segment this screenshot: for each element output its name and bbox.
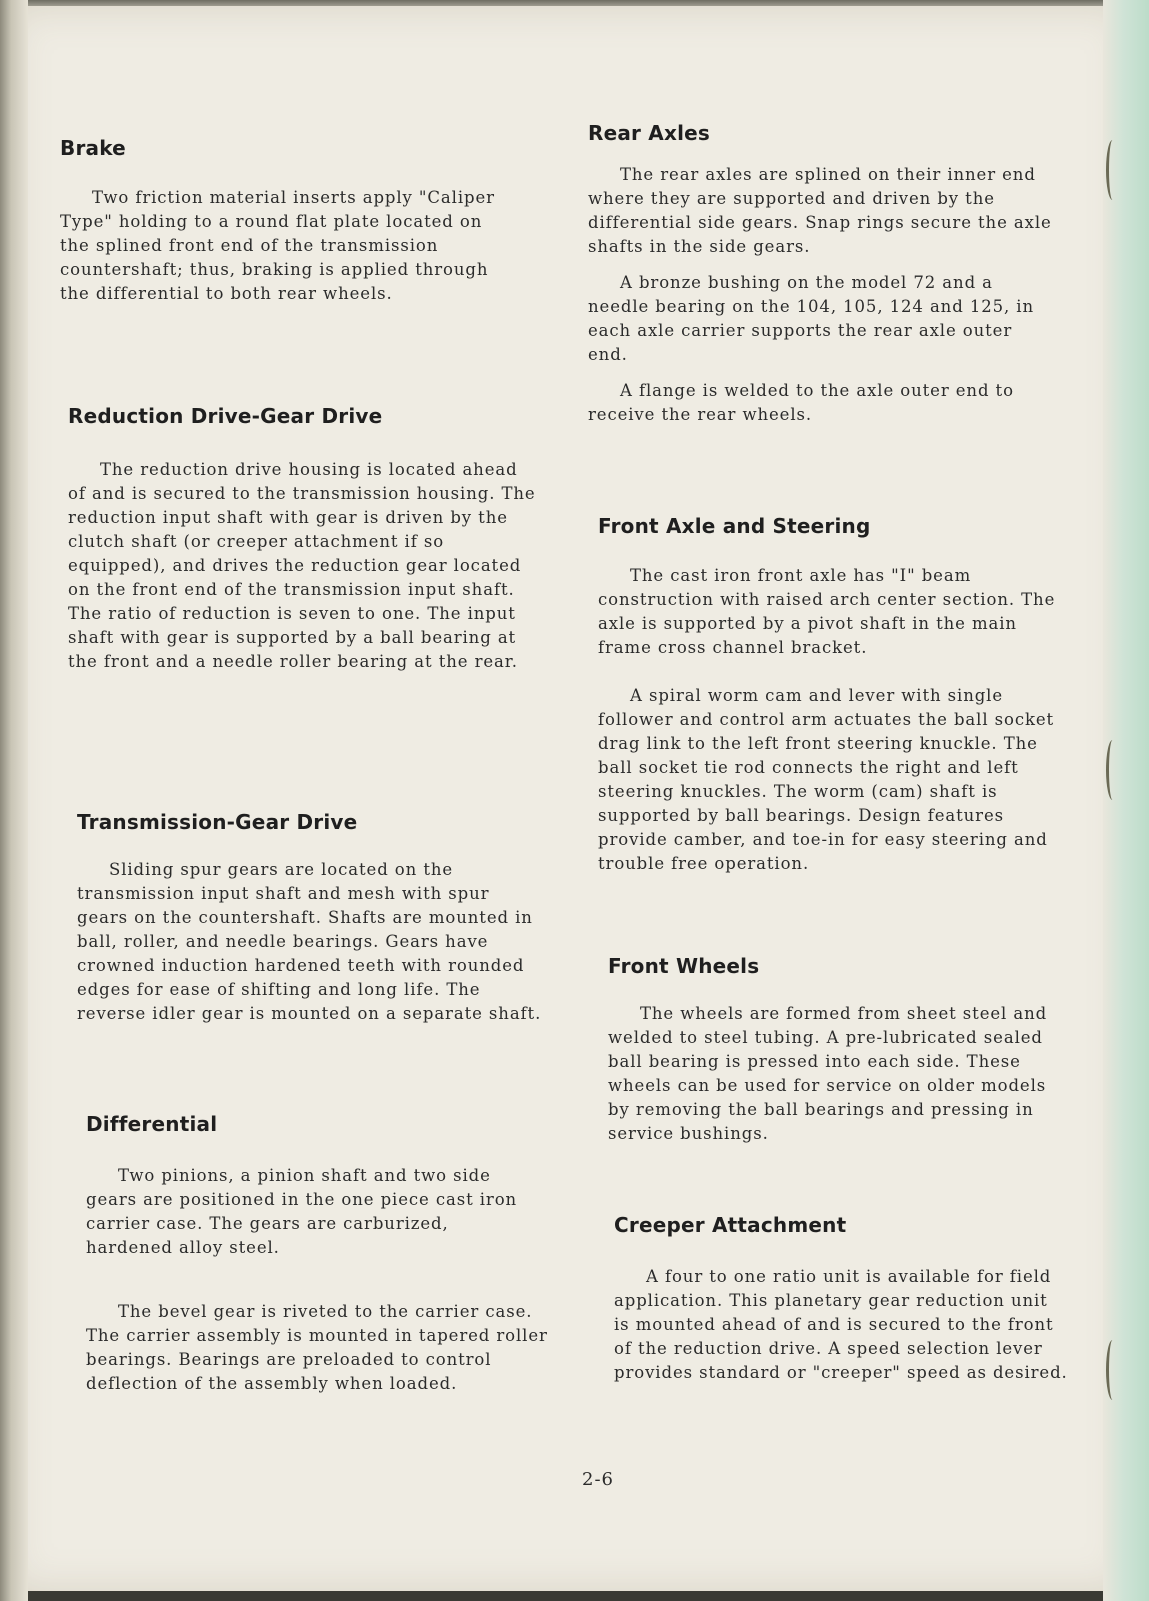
transmission-heading: Transmission-Gear Drive <box>77 810 358 834</box>
brake-section <box>60 136 545 306</box>
differential-heading: Differential <box>86 1112 218 1136</box>
creeper-heading: Creeper Attachment <box>614 1213 847 1237</box>
manual-page <box>10 6 1128 1591</box>
binder-ring-mark <box>1106 1340 1119 1400</box>
brake-paragraph: Two friction material inserts apply "Caliper Type" holding to a round flat plate located on the splined front end of the transmission countershaft; thus, braking is applied through the differential to both rear wheels. <box>60 188 495 303</box>
creeper-paragraph: A four to one ratio unit is available for field application. This planetary gear reduction unit is mounted ahead of and is secured to the front of the reduction drive. A speed selection lever provides standard or "creeper" speed as desired. <box>614 1267 1068 1382</box>
transmission-paragraph: Sliding spur gears are located on the transmission input shaft and mesh with spur gears on the countershaft. Shafts are mounted in ball, roller, and needle bearings. Gears have crowned induction hardened teeth with rounded edges for ease of shifting and long life. The reverse idler gear is mounted on a separate shaft. <box>77 860 542 1023</box>
front-axle-paragraph-2: A spiral worm cam and lever with single follower and control arm actuates the ball socket drag link to the left front steering knuckle. The ball socket tie rod connects the right and left steering knuckles. The worm (cam) shaft is supported by ball bearings. Design features provide camber, and toe-in for easy steering and trouble free operation. <box>598 686 1055 873</box>
transmission-section <box>77 810 562 1026</box>
front-wheels-section <box>608 954 1108 1146</box>
front-axle-section <box>598 514 1098 876</box>
front-wheels-paragraph: The wheels are formed from sheet steel and welded to steel tubing. A pre-lubricated sealed ball bearing is pressed into each side. These wheels can be used for service on older models by removing the ball bearings and pressing in service bushings. <box>608 1004 1048 1143</box>
front-axle-heading: Front Axle and Steering <box>598 514 871 538</box>
differential-paragraph-1: Two pinions, a pinion shaft and two side gears are positioned in the one piece cast iron carrier case. The gears are carburized, hardened alloy steel. <box>86 1166 518 1257</box>
differential-paragraph-2: The bevel gear is riveted to the carrier case. The carrier assembly is mounted in tapered roller bearings. Bearings are preloaded to control deflection of the assembly when loaded. <box>86 1302 548 1393</box>
page-number: 2-6 <box>582 1469 614 1490</box>
brake-heading: Brake <box>60 136 126 160</box>
reduction-section <box>68 404 553 674</box>
rear-axles-paragraph-1: The rear axles are splined on their inner end where they are supported and driven by the differential side gears. Snap rings secure the axle shafts in the side gears. <box>588 165 1052 256</box>
creeper-section <box>614 1213 1114 1385</box>
binder-ring-mark <box>1106 140 1119 200</box>
rear-axles-heading: Rear Axles <box>588 121 710 145</box>
front-wheels-heading: Front Wheels <box>608 954 760 978</box>
reduction-heading: Reduction Drive-Gear Drive <box>68 404 383 428</box>
reduction-paragraph: The reduction drive housing is located ahead of and is secured to the transmission housing. The reduction input shaft with gear is driven by the clutch shaft (or creeper attachment if so equipped), and drives the reduction gear located on the front end of the transmission input shaft. The ratio of reduction is seven to one. The input shaft with gear is supported by a ball bearing at the front and a needle roller bearing at the rear. <box>68 460 536 671</box>
differential-section <box>86 1112 571 1396</box>
rear-axles-paragraph-2: A bronze bushing on the model 72 and a needle bearing on the 104, 105, 124 and 125, in each axle carrier supports the rear axle outer end. <box>588 273 1035 364</box>
rear-axles-section <box>588 121 1088 427</box>
binder-ring-mark <box>1106 740 1119 800</box>
binding-shadow <box>0 0 28 1601</box>
rear-axles-paragraph-3: A flange is welded to the axle outer end to receive the rear wheels. <box>588 381 1014 424</box>
front-axle-paragraph-1: The cast iron front axle has "I" beam construction with raised arch center section. The axle is supported by a pivot shaft in the main frame cross channel bracket. <box>598 566 1056 657</box>
